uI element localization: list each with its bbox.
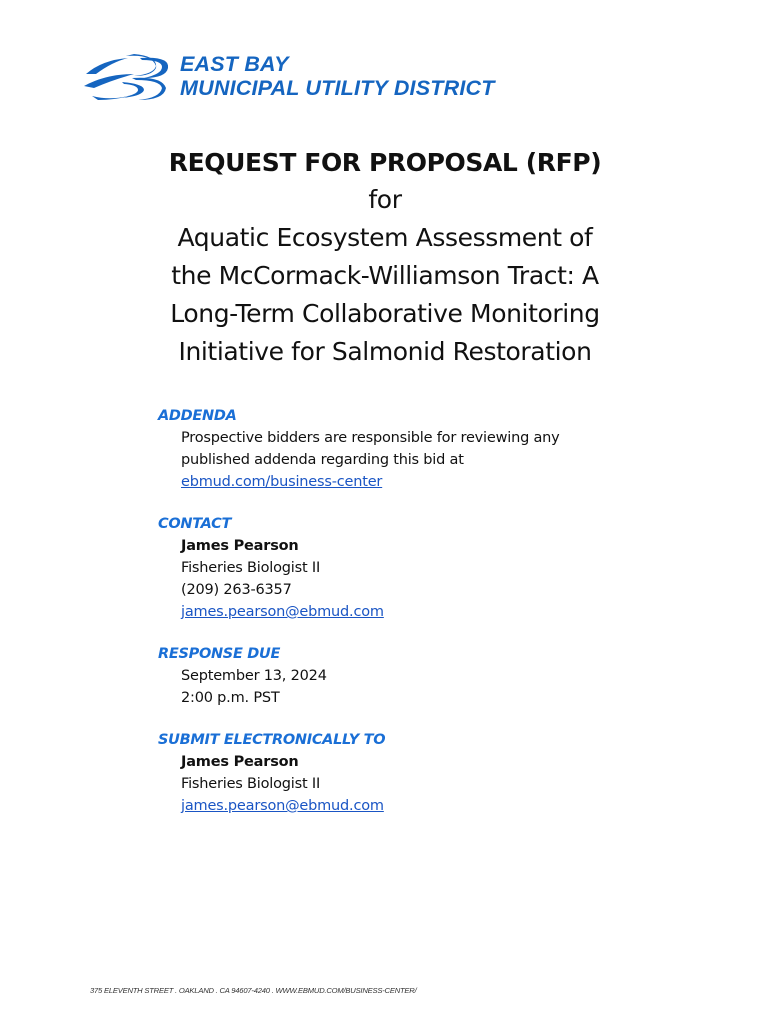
submit-section [158, 729, 718, 817]
submit-name: James Pearson [181, 754, 299, 770]
title-line: Initiative for Salmonid Restoration [178, 337, 592, 366]
submit-role: Fisheries Biologist II [181, 776, 321, 792]
title-line: the McCormack-Williamson Tract: A [171, 261, 599, 290]
addenda-text-line: Prospective bidders are responsible for reviewing any [181, 430, 560, 446]
title-line: Aquatic Ecosystem Assessment of [177, 223, 593, 252]
submit-heading: SUBMIT ELECTRONICALLY TO [158, 732, 386, 748]
contact-role: Fisheries Biologist II [181, 560, 321, 576]
title-heading: REQUEST FOR PROPOSAL (RFP) [168, 148, 602, 177]
organization-logo [82, 52, 542, 108]
contact-heading: CONTACT [158, 516, 232, 532]
document-title [0, 144, 770, 371]
addenda-section [158, 405, 718, 493]
addenda-heading: ADDENDA [158, 408, 237, 424]
response-due-date: September 13, 2024 [181, 668, 327, 684]
rfp-details [158, 405, 718, 837]
title-line: Long-Term Collaborative Monitoring [170, 299, 600, 328]
organization-name [180, 52, 495, 100]
ebmud-logo-mark-icon [82, 52, 172, 104]
submit-email-link[interactable]: james.pearson@ebmud.com [181, 798, 384, 814]
addenda-body [158, 427, 718, 493]
addenda-text-line: published addenda regarding this bid at [181, 452, 464, 468]
title-line: for [368, 185, 402, 214]
response-due-body [158, 665, 718, 709]
contact-phone: (209) 263-6357 [181, 582, 292, 598]
org-name-line2: MUNICIPAL UTILITY DISTRICT [180, 76, 495, 100]
submit-body [158, 751, 718, 817]
org-name-line1: EAST BAY [180, 52, 289, 76]
response-due-heading: RESPONSE DUE [158, 646, 281, 662]
contact-body [158, 535, 718, 623]
response-due-time: 2:00 p.m. PST [181, 690, 280, 706]
contact-name: James Pearson [181, 538, 299, 554]
contact-email-link[interactable]: james.pearson@ebmud.com [181, 604, 384, 620]
contact-section [158, 513, 718, 623]
response-due-section [158, 643, 718, 709]
footer-address: 375 ELEVENTH STREET . OAKLAND . CA 94607-4240 . WWW.EBMUD.COM/BUSINESS-CENTER/ [90, 986, 417, 995]
business-center-link[interactable]: ebmud.com/business-center [181, 474, 383, 490]
